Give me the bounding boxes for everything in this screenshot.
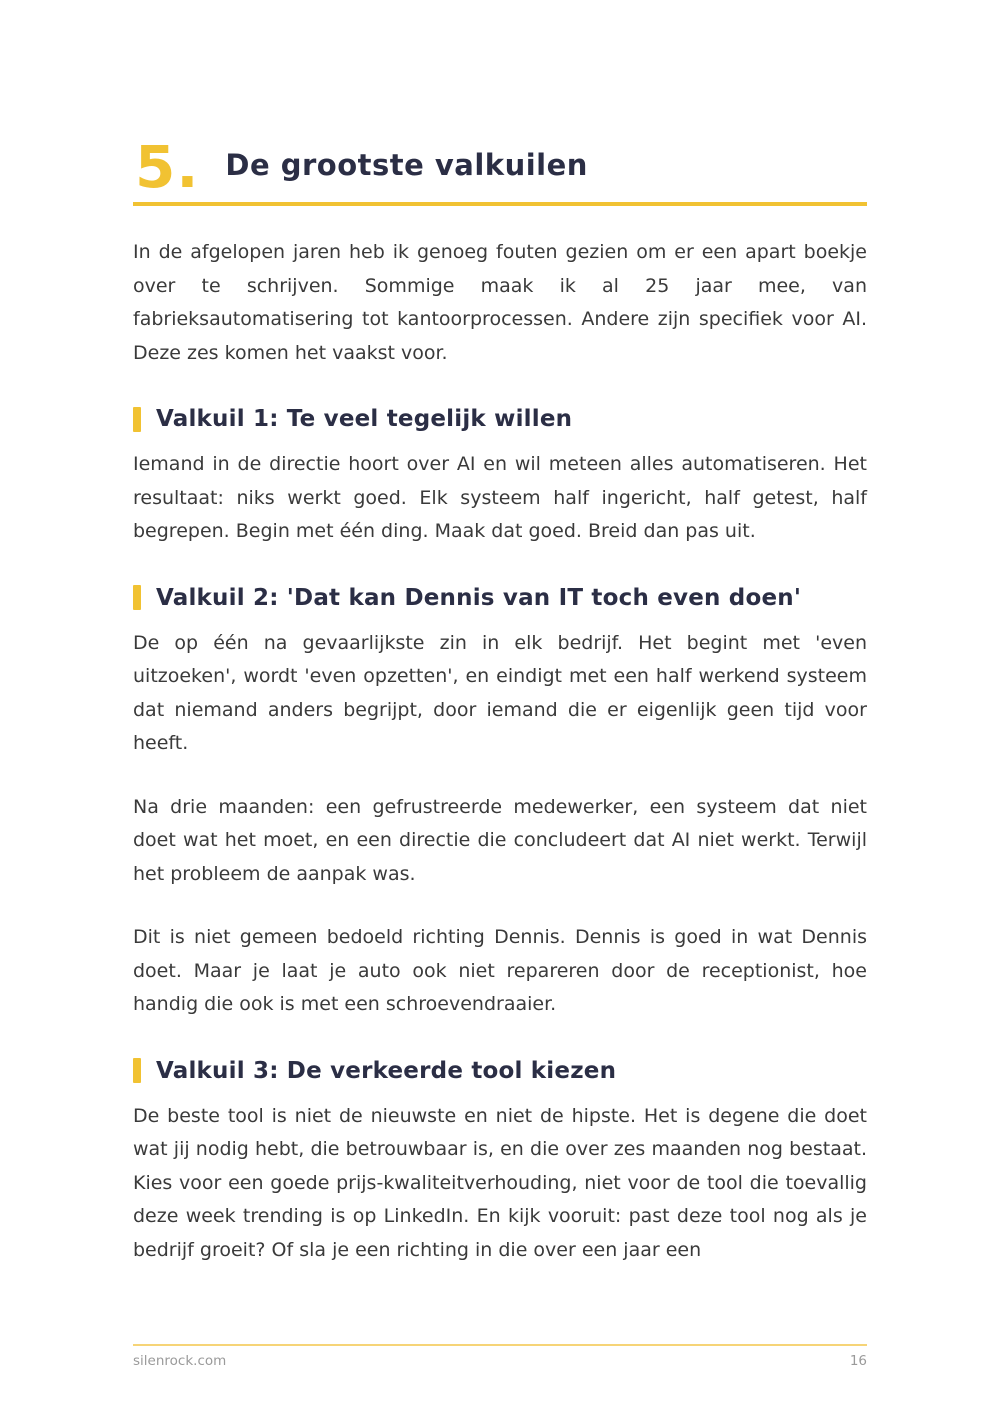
- section-heading: [133, 585, 867, 611]
- section-paragraph: Iemand in de directie hoort over AI en wil meteen alles automatiseren. Het resultaat: niks werkt goed. Elk systeem half ingericht, half getest, half begrepen. Begin met één ding. Maak dat goed. Breid dan pas uit.: [133, 453, 867, 542]
- chapter-number: 5.: [135, 133, 200, 201]
- section-valkuil-2: [133, 585, 867, 1022]
- section-heading-text: Valkuil 2: 'Dat kan Dennis van IT toch even doen': [156, 584, 802, 611]
- section-valkuil-3: [133, 1058, 867, 1268]
- section-paragraph: Na drie maanden: een gefrustreerde medewerker, een systeem dat niet doet wat het moet, en een directie die concludeert dat AI niet werkt. Terwijl het probleem de aanpak was.: [133, 795, 867, 885]
- page-footer: [133, 1344, 867, 1369]
- section-heading: [133, 1058, 867, 1084]
- chapter-header: [133, 133, 867, 201]
- footer-page-number: 16: [849, 1353, 867, 1369]
- intro-paragraph: In de afgelopen jaren heb ik genoeg fouten gezien om er een apart boekje over te schrijven. Sommige maak ik al 25 jaar mee, van fabrieksautomatisering tot kantoorprocessen. Andere zijn specifiek voor AI. Deze zes komen het vaakst voor.: [133, 241, 867, 364]
- section-heading-text: Valkuil 3: De verkeerde tool kiezen: [156, 1057, 617, 1084]
- accent-bar-icon: [133, 1058, 141, 1083]
- section-heading: [133, 406, 867, 432]
- section-paragraph: De op één na gevaarlijkste zin in elk bedrijf. Het begint met 'even uitzoeken', wordt 'even opzetten', en eindigt met een half werkend systeem dat niemand anders begrijpt, door iemand die er eigenlijk geen tijd voor heeft.: [133, 631, 867, 754]
- accent-bar-icon: [133, 407, 141, 432]
- title-underline-rule: [133, 202, 867, 206]
- chapter-title: De grootste valkuilen: [225, 148, 588, 182]
- section-paragraph: Dit is niet gemeen bedoeld richting Dennis. Dennis is goed in wat Dennis doet. Maar je laat je auto ook niet repareren door de receptionist, hoe handig die ook is met een schroevendraaier.: [133, 926, 867, 1015]
- section-heading-text: Valkuil 1: Te veel tegelijk willen: [156, 406, 573, 432]
- footer-site: silenrock.com: [133, 1353, 227, 1369]
- section-paragraph: De beste tool is niet de nieuwste en niet de hipste. Het is degene die doet wat jij nodig hebt, die betrouwbaar is, en die over zes maanden nog bestaat. Kies voor een goede prijs-kwaliteitverhouding, niet voor de tool die toevallig deze week trending is op LinkedIn. En kijk vooruit: past deze tool nog als je bedrijf groeit? Of sla je een richting in die over een jaar een: [133, 1104, 867, 1261]
- accent-bar-icon: [133, 585, 141, 610]
- section-valkuil-1: [133, 406, 867, 549]
